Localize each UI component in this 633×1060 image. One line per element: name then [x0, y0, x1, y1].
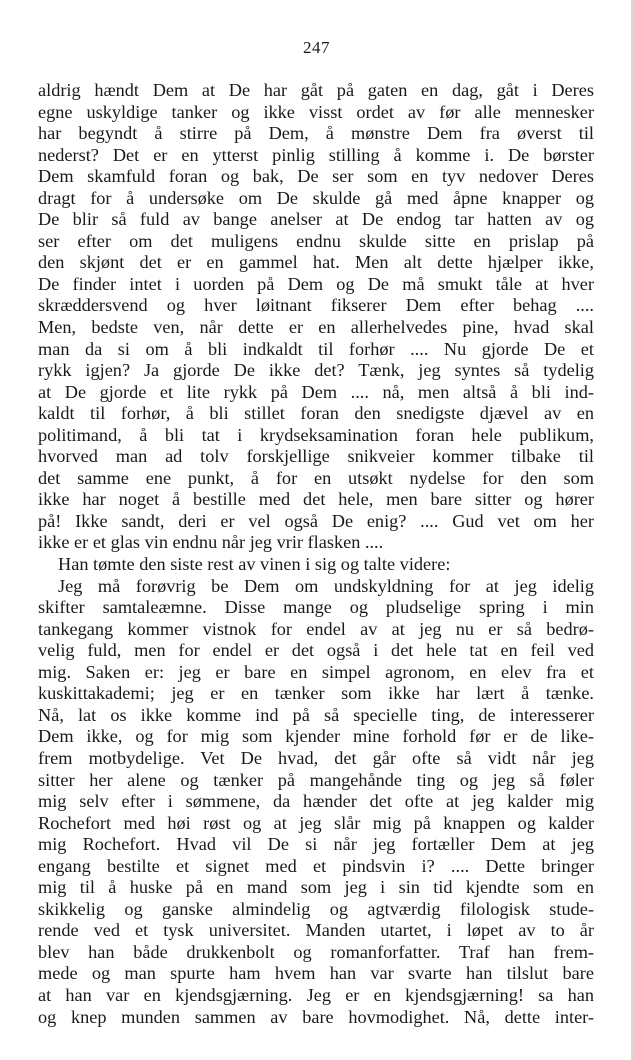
text-line: skifter samtaleæmne. Disse mange og pludselige spring i min — [38, 597, 594, 618]
text-line: man da si om å bli indkaldt til forhør .... Nu gjorde De et — [38, 338, 594, 359]
text-line: ikke har noget å bestille med det hele, men bare sitter og hører — [38, 489, 594, 510]
text-line: Dem ikke, og for mig som kjender mine forhold før er de like- — [38, 726, 594, 747]
text-line: De blir så fuld av bange anelser at De endog tar hatten av og — [38, 209, 594, 230]
text-line: ikke er et glas vin endnu når jeg vrir flasken .... — [38, 532, 384, 553]
text-line: Nå, lat os ikke komme ind på så specielle ting, de interesserer — [38, 704, 594, 725]
text-line: det samme ene punkt, å for en utsøkt nydelse for den som — [38, 467, 594, 488]
text-line: velig fuld, men for endel er det også i det hele tat en feil ved — [38, 640, 594, 661]
text-line: egne uskyldige tanker og ikke visst ordet av før alle mennesker — [38, 101, 594, 122]
text-line: mig Rochefort. Hvad vil De si når jeg fortæller Dem at jeg — [38, 834, 594, 855]
text-line: politimand, å bli tat i krydseksamination foran hele publikum, — [38, 424, 594, 445]
text-line: rykk igjen? Ja gjorde De ikke det? Tænk, jeg syntes så tydelig — [38, 360, 594, 381]
text-line: på! Ikke sandt, deri er vel også De enig? .... Gud vet om her — [38, 510, 594, 531]
body-text — [38, 80, 594, 1028]
text-line: Jeg må forøvrig be Dem om undskyldning for at jeg idelig — [58, 575, 594, 596]
text-line: frem motbydelige. Vet De hvad, det går ofte så vidt når jeg — [38, 747, 594, 768]
text-line: rende ved et tysk universitet. Manden utartet, i løpet av to år — [38, 920, 594, 941]
text-line: mig til å huske på en mand som jeg i sin tid kjendte som en — [38, 877, 594, 898]
text-line: engang bestilte et signet med et pindsvin i? .... Dette bringer — [38, 855, 594, 876]
text-line: Rochefort med høi røst og at jeg slår mig på knappen og kalder — [38, 812, 594, 833]
text-line: kaldt til forhør, å bli stillet foran den snedigste djævel av en — [38, 403, 594, 424]
text-line: Han tømte den siste rest av vinen i sig og talte videre: — [58, 554, 451, 575]
text-line: aldrig hændt Dem at De har gåt på gaten en dag, gåt i Deres — [38, 80, 594, 100]
text-line: og knep munden sammen av bare hovmodighet. Nå, dette inter- — [38, 1006, 594, 1027]
text-line: kuskittakademi; jeg er en tænker som ikke har lært å tænke. — [38, 683, 594, 704]
text-line: ser efter om det muligens endnu skulde sitte en prislap på — [38, 230, 594, 251]
text-line: at De gjorde et lite rykk på Dem .... nå, men altså å bli ind- — [38, 381, 594, 402]
text-line: nederst? Det er en ytterst pinlig stilling å komme i. De børster — [38, 144, 594, 165]
text-line: skikkelig og ganske almindelig og agtværdig filologisk stude- — [38, 898, 594, 919]
text-line: blev han både drukkenbolt og romanforfatter. Traf han frem- — [38, 941, 594, 962]
text-line: Men, bedste ven, når dette er en allerhelvedes pine, hvad skal — [38, 317, 594, 338]
text-line: skræddersvend og hver løitnant fikserer Dem efter behag .... — [38, 295, 594, 316]
text-line: har begyndt å stirre på Dem, å mønstre Dem fra øverst til — [38, 123, 594, 144]
text-line: dragt for å undersøke om De skulde gå med åpne knapper og — [38, 187, 594, 208]
text-line: mig selv efter i sømmene, da hænder det ofte at jeg kalder mig — [38, 791, 594, 812]
text-line: mig. Saken er: jeg er bare en simpel agronom, en elev fra et — [38, 661, 594, 682]
text-line: mede og man spurte ham hvem han var svarte han tilslut bare — [38, 963, 594, 984]
text-line: hvorved man ad tolv forskjellige snikveier kommer tilbake til — [38, 446, 594, 467]
page-number: 247 — [303, 38, 330, 57]
text-line: De finder intet i uorden på Dem og De må smukt tåle at hver — [38, 273, 594, 294]
text-line: at han var en kjendsgjærning. Jeg er en kjendsgjærning! sa han — [38, 984, 594, 1005]
text-line: tankegang kommer vistnok for endel av at jeg nu er så bedrø- — [38, 618, 594, 639]
text-line: den skjønt det er en gammel hat. Men alt dette hjælper ikke, — [38, 252, 594, 273]
text-line: Dem skamfuld foran og bak, De ser som en tyv nedover Deres — [38, 166, 594, 187]
text-line: sitter her alene og tænker på mangehånde ting og jeg så føler — [38, 769, 594, 790]
